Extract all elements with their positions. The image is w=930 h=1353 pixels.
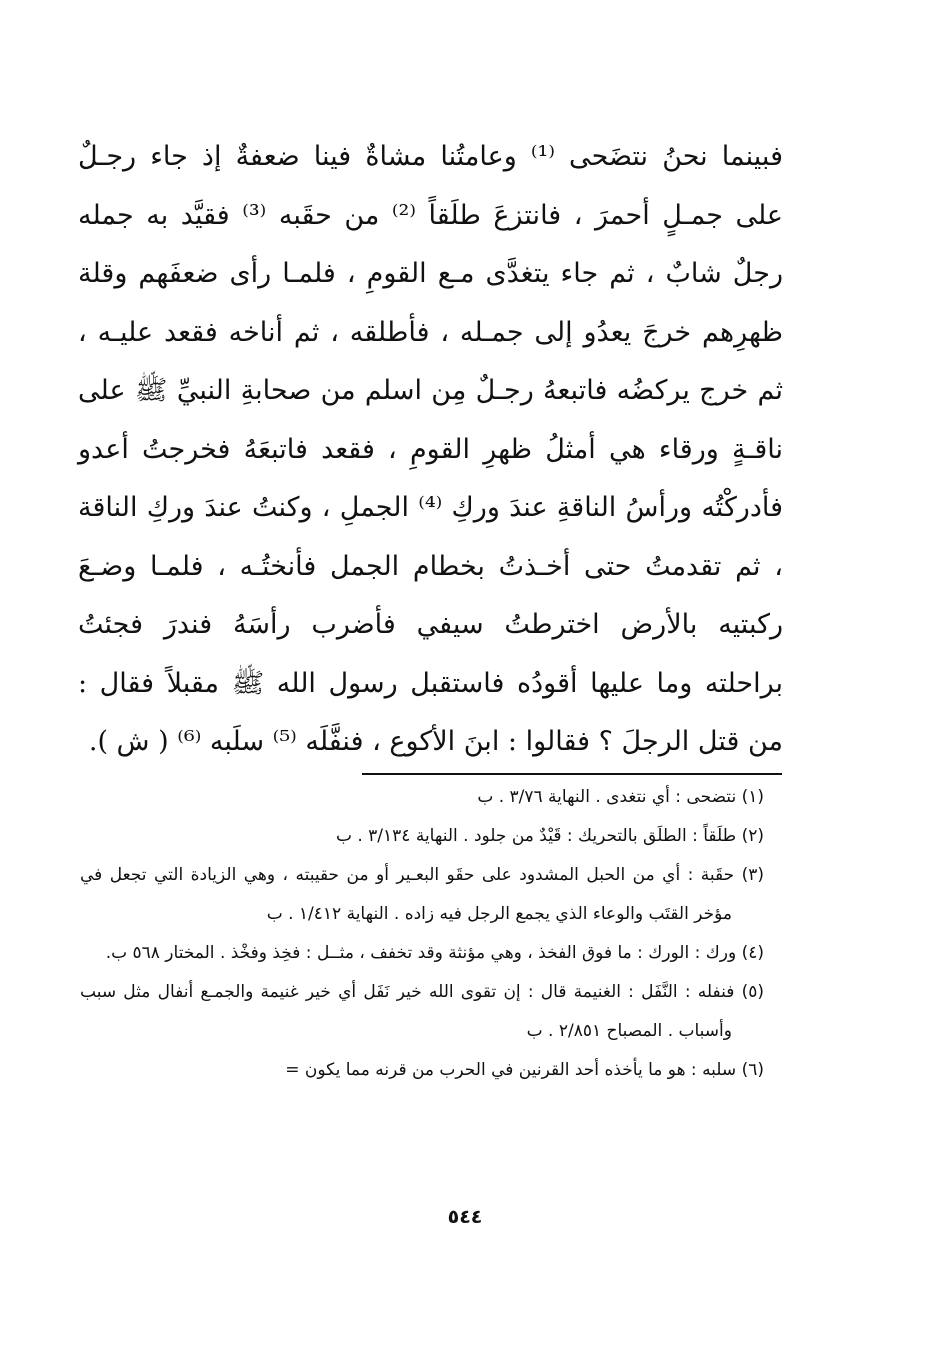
footnote-5: (٥) فنفله : النَّفَل : الغنيمة قال : إن تقوى الله خير نَفَل أي خير غنيمة والجمـع أنفال مثل سبب وأسباب . المصباح ٢/٨٥١ . ب xyxy=(80,982,764,1041)
footnote-3: (٣) حقَبة : أي من الحبل المشدود على حقَو البعـير أو من حقيبته ، وهي الزيادة التي تجعل في مؤخر القتَب والوعاء الذي يجمع الرجل فيه زاده . النهاية ١/٤١٢ . ب xyxy=(80,865,764,924)
footnote-2: (٢) طلَقاً : الطلَق بالتحريك : قَيْدٌ من جلود . النهاية ٣/١٣٤ . ب xyxy=(335,826,764,846)
footnote-separator xyxy=(362,773,782,775)
footnotes-section xyxy=(80,778,764,1090)
main-text-block xyxy=(78,128,783,772)
footnote-6: (٦) سلبه : هو ما يأخذه أحد القرنين في الحرب من قرنه مما يكون = xyxy=(285,1060,764,1080)
footnote-1: (١) نتضحى : أي نتغدى . النهاية ٣/٧٦ . ب xyxy=(477,787,764,807)
page-number: ٥٤٤ xyxy=(447,1206,483,1228)
hadith-paragraph: فبينما نحنُ نتضَحى ⁽¹⁾ وعامتُنا مشاةٌ فينا ضعفةٌ إذ جاء رجـلٌ على جمـلٍ أحمرَ ، فانتزعَ طلَقاً ⁽²⁾ من حقَبه ⁽³⁾ فقيَّد به جمله رجلٌ شابٌ ، ثم جاء يتغدَّى مـع القومِ ، فلمـا رأى ضعفَهم وقلة ظهرِهم خرجَ يعدُو إلى جمـله ، فأطلقه ، ثم أناخه فقعد عليـه ، ثم خرج يركضُه فاتبعهُ رجـلٌ مِن اسلم من صحابةِ النبيِّ ﷺ على ناقـةٍ ورقاء هي أمثلُ ظهرِ القومِ ، فقعد فاتبعَهُ فخرجتُ أعدو فأدركْتُه ورأسُ الناقةِ عندَ وركِ ⁽⁴⁾ الجملِ ، وكنتُ عندَ وركِ الناقة ، ثم تقدمتُ حتى أخـذتُ بخطام الجمل فأنختُـه ، فلمـا وضـعَ ركبتيه بالأرض اخترطتُ سيفي فأضرب رأسَهُ فندرَ فجئتُ براحلته وما عليها أقودُه فاستقبل رسول الله ﷺ مقبلاً فقال : من قتل الرجلَ ؟ فقالوا : ابنَ الأكوع ، فنفَّلَه ⁽⁵⁾ سلَبه ⁽⁶⁾ ( ش ). xyxy=(78,141,783,757)
footnote-4: (٤) ورك : الورك : ما فوق الفخذ ، وهي مؤنثة وقد تخفف ، مثــل : فخِذ وفخْذ . المختار ٥٦٨ ب. xyxy=(105,943,764,963)
